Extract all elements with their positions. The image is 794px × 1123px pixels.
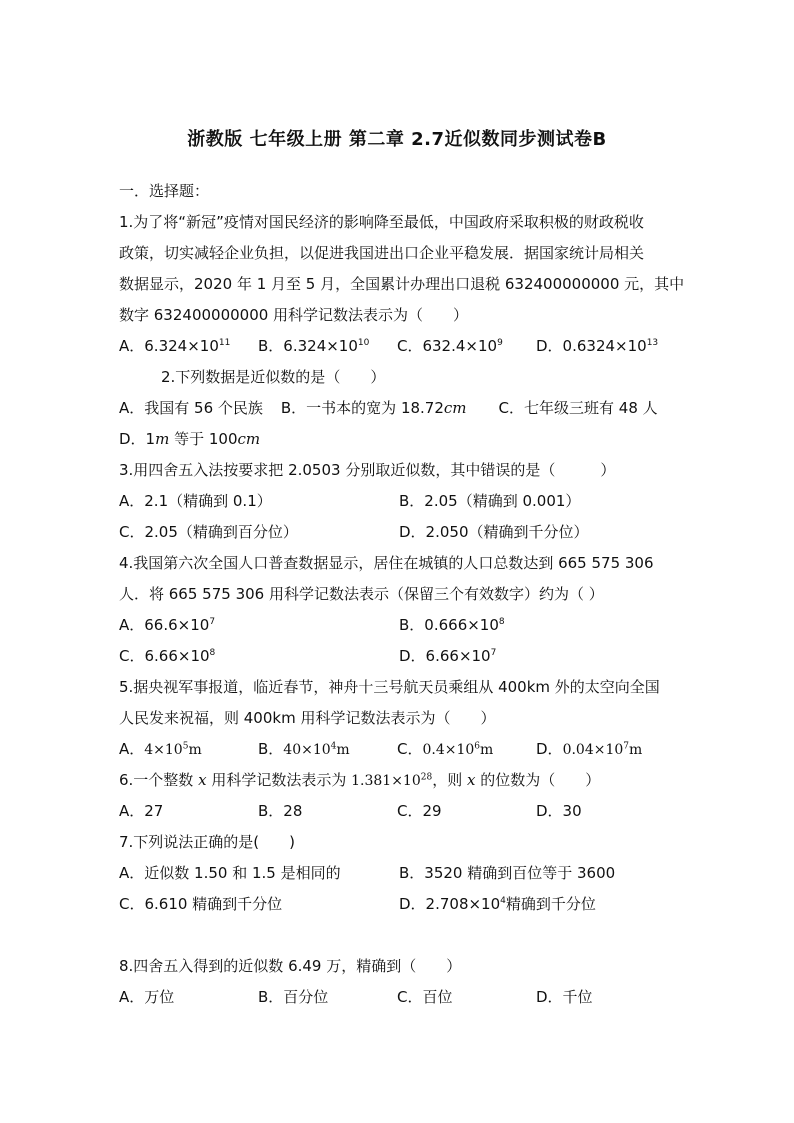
question-5 <box>119 672 679 765</box>
q7-options-row-1 <box>119 858 679 889</box>
q1-option-b[interactable]: B．$6.324\times 10^{10}$ <box>258 337 370 355</box>
q6-option-d[interactable]: D．30 <box>536 802 582 820</box>
q5-stem-line-2: 人民发来祝福，则 400km 用科学记数法表示为（ ） <box>119 709 496 727</box>
q6-stem: 6.一个整数 x 用科学记数法表示为 $1.381\times 10^{28}$，则 x 的位数为（ ） <box>119 771 601 789</box>
q6-options <box>119 796 679 827</box>
q5-option-c[interactable]: C．$0.4\times 10^6m$ <box>397 740 494 758</box>
question-2 <box>119 362 679 455</box>
q3-options-row-2 <box>119 517 679 548</box>
q5-option-d[interactable]: D．$0.04\times 10^7m$ <box>536 740 643 758</box>
q4-option-c[interactable]: C．$6.66\times 10^8$ <box>119 647 216 665</box>
q2-option-c[interactable]: C．七年级三班有 48 人 <box>498 399 658 417</box>
question-8 <box>119 951 679 1013</box>
question-1 <box>119 207 685 362</box>
q1-stem-line-2: 政策，切实减轻企业负担，以促进我国进出口企业平稳发展．据国家统计局相关 <box>119 244 645 262</box>
page-title: 浙教版 七年级上册 第二章 2.7近似数同步测试卷B <box>187 129 607 150</box>
question-6 <box>119 765 679 827</box>
section-heading: 一．选择题： <box>119 182 210 200</box>
q1-option-c[interactable]: C．$632.4\times 10^9$ <box>397 337 503 355</box>
q1-option-d[interactable]: D．$0.6324\times 10^{13}$ <box>536 337 659 355</box>
q1-option-a[interactable]: A．$6.324\times 10^{11}$ <box>119 337 231 355</box>
q5-options <box>119 734 679 765</box>
q6-option-c[interactable]: C．29 <box>397 802 442 820</box>
question-list <box>119 176 685 1013</box>
q1-stem-line-1: 1.为了将“新冠”疫情对国民经济的影响降至最低，中国政府采取积极的财政税收 <box>119 213 644 231</box>
q4-stem-line-2: 人．将 665 575 306 用科学记数法表示（保留三个有效数字）约为（ ） <box>119 585 604 603</box>
q4-stem-line-1: 4.我国第六次全国人口普查数据显示，居住在城镇的人口总数达到 665 575 306 <box>119 554 654 572</box>
q7-option-a[interactable]: A．近似数 1.50 和 1.5 是相同的 <box>119 864 341 882</box>
q8-option-c[interactable]: C．百位 <box>397 988 453 1006</box>
q3-stem: 3.用四舍五入法按要求把 2.0503 分别取近似数，其中错误的是（ ） <box>119 461 616 479</box>
q2-option-a[interactable]: A．我国有 56 个民族 <box>119 399 263 417</box>
q7-stem: 7.下列说法正确的是( ) <box>119 833 296 851</box>
q8-option-a[interactable]: A．万位 <box>119 988 175 1006</box>
q2-options-row-2 <box>119 424 679 455</box>
q7-option-c[interactable]: C．6.610 精确到千分位 <box>119 895 283 913</box>
q2-stem: 2.下列数据是近似数的是（ ） <box>161 368 386 386</box>
q3-option-b[interactable]: B．2.05（精确到 0.001） <box>399 492 581 510</box>
q3-option-d[interactable]: D．2.050（精确到千分位） <box>399 523 589 541</box>
q1-stem-line-4: 数字 632400000000 用科学记数法表示为（ ） <box>119 306 469 324</box>
q6-option-b[interactable]: B．28 <box>258 802 303 820</box>
q4-option-a[interactable]: A．$66.6\times 10^7$ <box>119 616 216 634</box>
q1-stem-line-3: 数据显示，2020 年 1 月至 5 月，全国累计办理出口退税 632400000000 元，其中 <box>119 275 685 293</box>
q7-option-b[interactable]: B．3520 精确到百位等于 3600 <box>399 864 616 882</box>
question-4 <box>119 548 679 672</box>
q6-option-a[interactable]: A．27 <box>119 802 164 820</box>
q4-options-row-2 <box>119 641 679 672</box>
q2-options-row-1 <box>119 393 679 424</box>
q7-options-row-2 <box>119 889 679 920</box>
q7-option-d[interactable]: D．$2.708\times 10^4$精确到千分位 <box>399 895 596 913</box>
q8-option-b[interactable]: B．百分位 <box>258 988 329 1006</box>
question-7 <box>119 827 679 920</box>
q1-options <box>119 331 679 362</box>
q3-option-c[interactable]: C．2.05（精确到百分位） <box>119 523 298 541</box>
q4-options-row-1 <box>119 610 679 641</box>
q5-option-a[interactable]: A．$4\times 10^5m$ <box>119 740 202 758</box>
q8-option-d[interactable]: D．千位 <box>536 988 593 1006</box>
q5-stem-line-1: 5.据央视军事报道，临近春节，神舟十三号航天员乘组从 400km 外的太空向全国 <box>119 678 660 696</box>
q3-options-row-1 <box>119 486 679 517</box>
q8-stem: 8.四舍五入得到的近似数 6.49 万，精确到（ ） <box>119 957 462 975</box>
q2-option-d[interactable]: D．1m 等于 100cm <box>119 430 261 448</box>
q3-option-a[interactable]: A．2.1（精确到 0.1） <box>119 492 272 510</box>
spacer <box>119 920 679 951</box>
q8-options <box>119 982 679 1013</box>
q4-option-d[interactable]: D．$6.66\times 10^7$ <box>399 647 497 665</box>
q5-option-b[interactable]: B．$40\times 10^4m$ <box>258 740 350 758</box>
question-3 <box>119 455 679 548</box>
q2-option-b[interactable]: B．一书本的宽为 18.72cm <box>280 399 467 417</box>
q4-option-b[interactable]: B．$0.666\times 10^8$ <box>399 616 505 634</box>
